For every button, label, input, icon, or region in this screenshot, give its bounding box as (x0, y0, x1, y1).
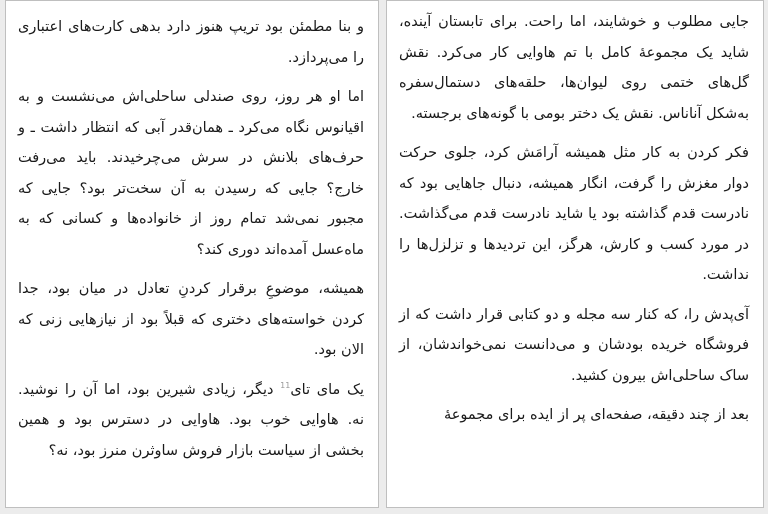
left-page-text (6, 1, 378, 466)
paragraph-text: دیگر، زیادی شیرین بود، اما آن را نوشید. نه. هاوایی خوب بود. هاوایی در دسترس بود و همین بخشی از سیاست بازار فروش ساوثرن منرز بود، نه؟ (18, 381, 364, 459)
right-page-text (387, 1, 763, 431)
paragraph: آی‌پدش را، که کنار سه مجله و دو کتابی قرار داشت که از فروشگاه خریده بودشان و می‌دانست نمی‌خواندشان، از ساک ساحلی‌اش بیرون کشید. (399, 306, 749, 384)
paragraph-with-footnote (18, 375, 364, 467)
paragraph: اما او هر روز، روی صندلی ساحلی‌اش می‌نشست و به اقیانوس نگاه می‌کرد ـ همان‌قدر آبی که انتظار داشت ـ و حرف‌های بلانش در سرش می‌چرخیدند. باید می‌رفت خارج؟ جایی که رسیدن به آن سخت‌تر بود؟ جایی که مجبور نمی‌شد تمام روز از خانواده‌ها و کسانی که به ماه‌عسل آمده‌اند دوری کند؟ (18, 89, 364, 258)
paragraph: فکر کردن به کار مثل همیشه آرامَش کرد، جلوی حرکت دوار مغزش را گرفت، انگار همیشه، دنبال جاهایی بود که نادرست قدم گذاشته بود یا شاید نادرست قدم می‌گذاشت. در مورد کسب و کارش، هرگز، این تردیدها و تزلزل‌ها را نداشت. (399, 145, 749, 283)
paragraph: و بنا مطمئن بود تریپ هنوز دارد بدهی کارت‌های اعتباری را می‌پردازد. (18, 19, 364, 66)
left-page (5, 0, 379, 508)
paragraph-text: یک مای تای (290, 381, 364, 398)
footnote-marker[interactable]: 11 (280, 380, 291, 390)
right-page (386, 0, 764, 508)
paragraph: بعد از چند دقیقه، صفحه‌ای پر از ایده برای مجموعهٔ (444, 407, 749, 423)
paragraph: همیشه، موضوعِ برقرار کردنِ تعادل در میان بود، جدا کردن خواسته‌های دختری که قبلاً بود از نیازهایی زنی که الان بود. (18, 281, 364, 358)
paragraph: جایی مطلوب و خوشایند، اما راحت. برای تابستان آینده، شاید یک مجموعهٔ کامل با تم هاوایی کار می‌کرد. نقش گل‌های ختمی روی لیوان‌ها، حلقه‌های دستمال‌سفره به‌شکل آناناس. نقش یک دختر بومی با گونه‌های برجسته. (399, 14, 749, 122)
